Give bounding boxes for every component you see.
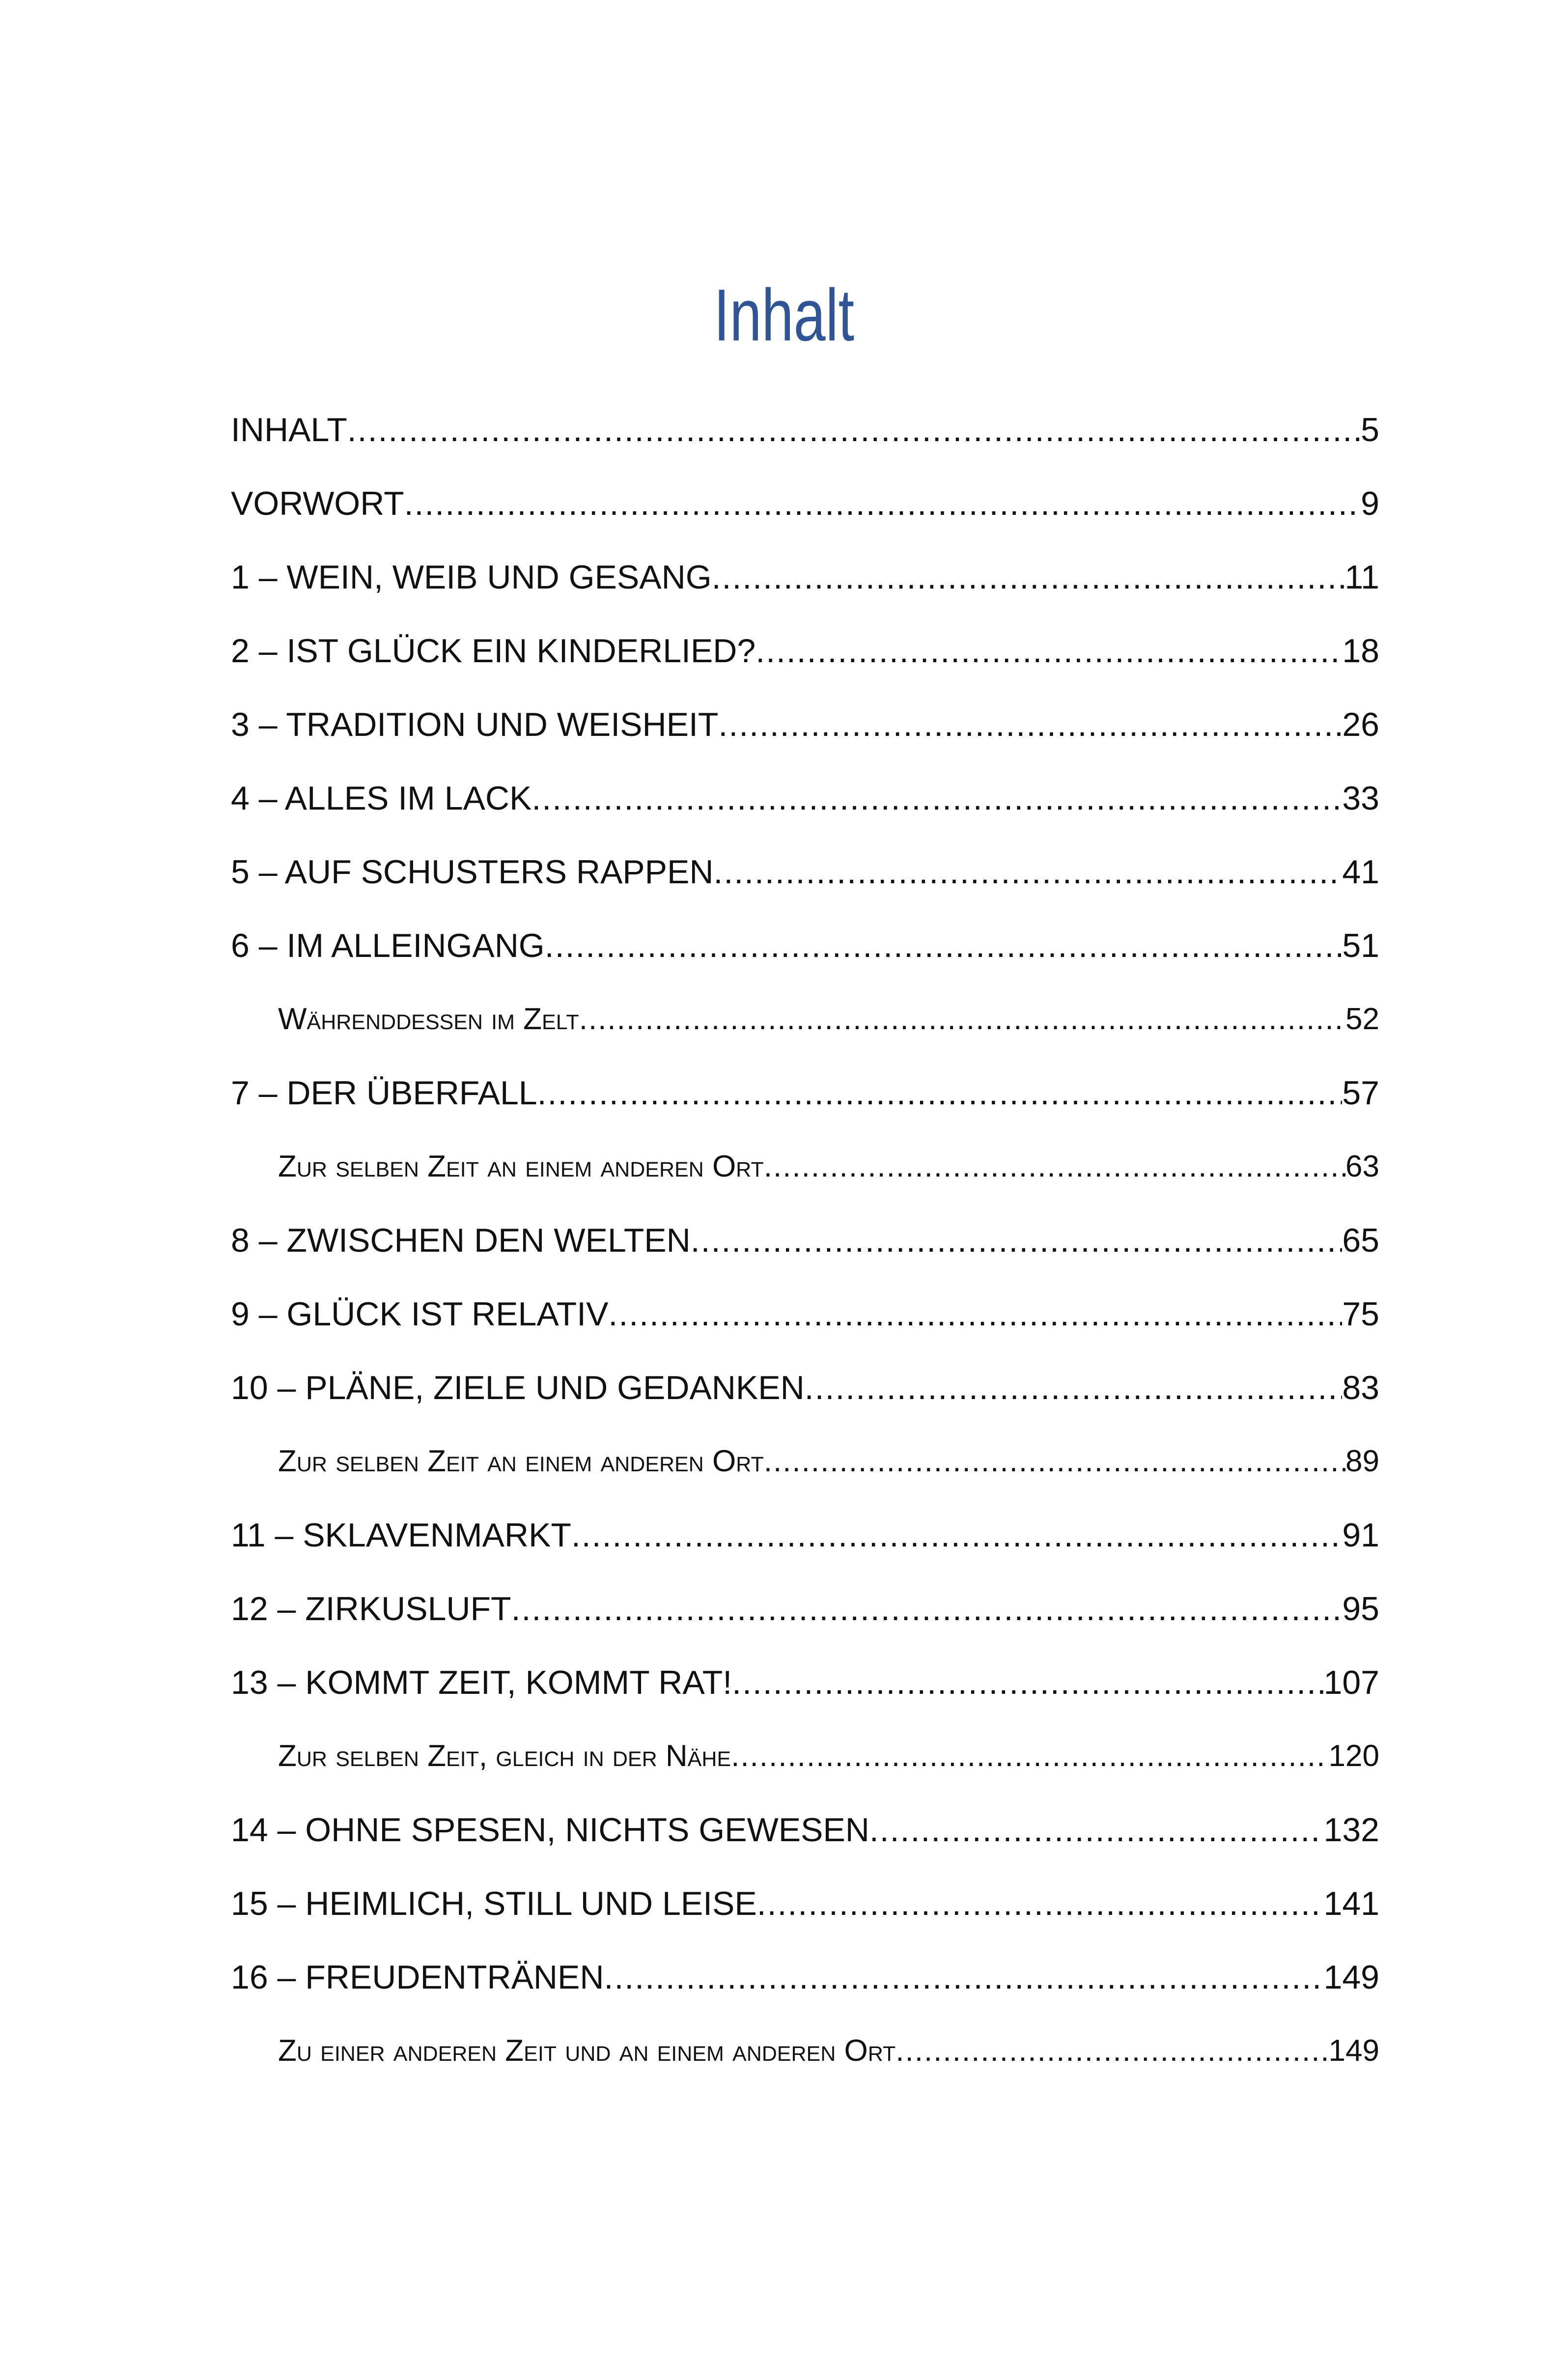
toc-subentry-zur-selben-zeit-1[interactable] (231, 1130, 1379, 1204)
toc-entry-label: 8 – ZWISCHEN DEN WELTEN (231, 1222, 691, 1259)
dot-leader (757, 1867, 1324, 1940)
toc-entry-label: 11 – SKLAVENMARKT (231, 1516, 571, 1554)
toc-entry-chapter-1[interactable] (231, 540, 1379, 614)
toc-page-number: 52 (1345, 1002, 1379, 1036)
toc-page-number: 11 (1344, 559, 1379, 596)
toc-page-number: 95 (1342, 1590, 1379, 1628)
toc-entry-vorwort[interactable] (231, 467, 1379, 540)
dot-leader (545, 909, 1343, 982)
dot-leader (511, 1572, 1343, 1646)
dot-leader (712, 540, 1345, 614)
dot-leader (604, 1940, 1324, 2014)
toc-entry-chapter-10[interactable] (231, 1351, 1379, 1425)
dot-leader (404, 467, 1361, 540)
toc-entry-chapter-11[interactable] (231, 1498, 1379, 1572)
toc-entry-chapter-2[interactable] (231, 614, 1379, 688)
toc-entry-label: 12 – ZIRKUSLUFT (231, 1590, 511, 1628)
toc-entry-label: VORWORT (231, 485, 404, 522)
dot-leader (718, 688, 1342, 761)
toc-page-number: 65 (1342, 1222, 1379, 1259)
toc-entry-chapter-7[interactable] (231, 1056, 1379, 1130)
toc-entry-chapter-13[interactable] (231, 1646, 1379, 1719)
toc-entry-chapter-5[interactable] (231, 835, 1379, 909)
toc-entry-label: 3 – TRADITION UND WEISHEIT (231, 706, 719, 743)
toc-page-number: 75 (1342, 1295, 1379, 1333)
toc-subentry-zur-selben-zeit-2[interactable] (231, 1425, 1379, 1498)
toc-entry-label: 10 – PLÄNE, ZIELE UND GEDANKEN (231, 1369, 805, 1406)
toc-entry-label: 14 – OHNE SPESEN, NICHTS GEWESEN (231, 1811, 869, 1849)
toc-page-number: 5 (1361, 411, 1379, 449)
toc-page-number: 132 (1323, 1811, 1379, 1849)
dot-leader (764, 1130, 1345, 1204)
page-title: Inhalt (713, 273, 855, 356)
toc-entry-label: INHALT (231, 411, 347, 449)
dot-leader (532, 761, 1342, 835)
dot-leader (691, 1204, 1343, 1277)
dot-leader (869, 1793, 1324, 1867)
toc-page-number: 26 (1342, 706, 1379, 743)
toc-entry-label: Währenddessen im Zelt (278, 1002, 579, 1036)
toc-entry-chapter-9[interactable] (231, 1277, 1379, 1351)
toc-entry-label: 5 – AUF SCHUSTERS RAPPEN (231, 853, 714, 891)
toc-entry-label: 2 – IST GLÜCK EIN KINDERLIED? (231, 632, 756, 670)
toc-page-number: 9 (1361, 485, 1379, 522)
toc-entry-label: 1 – WEIN, WEIB UND GESANG (231, 559, 712, 596)
toc-entry-chapter-8[interactable] (231, 1204, 1379, 1277)
toc-page-number: 149 (1328, 2034, 1379, 2068)
toc-page-number: 120 (1328, 1739, 1379, 1773)
dot-leader (537, 1056, 1343, 1130)
toc-page-number: 63 (1345, 1150, 1379, 1183)
toc-entry-chapter-16[interactable] (231, 1940, 1379, 2014)
toc-page-number: 51 (1342, 927, 1379, 964)
dot-leader (805, 1351, 1343, 1425)
dot-leader (756, 614, 1342, 688)
toc-entry-chapter-6[interactable] (231, 909, 1379, 982)
dot-leader (347, 393, 1361, 467)
toc-page-number: 18 (1342, 632, 1379, 670)
toc-subentry-waehrenddessen-im-zelt[interactable] (231, 982, 1379, 1056)
dot-leader (713, 835, 1342, 909)
toc-entry-label: 4 – ALLES IM LACK (231, 780, 532, 817)
toc-page-number: 41 (1342, 853, 1379, 891)
toc-entry-label: Zur selben Zeit an einem anderen Ort (278, 1444, 764, 1478)
toc-page-number: 141 (1323, 1885, 1379, 1922)
toc-subentry-gleich-in-der-naehe[interactable] (231, 1719, 1379, 1793)
toc-page-number: 149 (1323, 1959, 1379, 1996)
toc-entry-label: 15 – HEIMLICH, STILL UND LEISE (231, 1885, 757, 1922)
toc-entry-label: Zur selben Zeit an einem anderen Ort (278, 1150, 764, 1183)
dot-leader (571, 1498, 1343, 1572)
toc-entry-chapter-14[interactable] (231, 1793, 1379, 1867)
toc-entry-label: 6 – IM ALLEINGANG (231, 927, 545, 964)
toc-page-number: 91 (1342, 1516, 1379, 1554)
toc-page-number: 83 (1342, 1369, 1379, 1406)
toc-page-number: 33 (1342, 780, 1379, 817)
dot-leader (608, 1277, 1342, 1351)
toc-entry-label: 16 – FREUDENTRÄNEN (231, 1959, 604, 1996)
dot-leader (764, 1425, 1345, 1498)
toc-entry-label: Zur selben Zeit, gleich in der Nähe (278, 1739, 731, 1773)
dot-leader (731, 1719, 1328, 1793)
toc-entry-label: Zu einer anderen Zeit und an einem anderen Ort (278, 2034, 896, 2068)
toc-entry-inhalt[interactable] (231, 393, 1379, 467)
toc-entry-label: 13 – KOMMT ZEIT, KOMMT RAT! (231, 1664, 732, 1701)
toc-subentry-zu-einer-anderen-zeit[interactable] (231, 2014, 1379, 2088)
toc-entry-chapter-12[interactable] (231, 1572, 1379, 1646)
dot-leader (896, 2014, 1328, 2088)
toc-page-number: 89 (1345, 1444, 1379, 1478)
dot-leader (732, 1646, 1323, 1719)
toc-entry-chapter-3[interactable] (231, 688, 1379, 761)
toc-page-number: 57 (1342, 1074, 1379, 1112)
dot-leader (579, 982, 1345, 1056)
toc-entry-chapter-4[interactable] (231, 761, 1379, 835)
table-of-contents (231, 393, 1379, 2088)
toc-entry-chapter-15[interactable] (231, 1867, 1379, 1940)
toc-entry-label: 7 – DER ÜBERFALL (231, 1074, 537, 1112)
toc-page-number: 107 (1323, 1664, 1379, 1701)
toc-entry-label: 9 – GLÜCK IST RELATIV (231, 1295, 609, 1333)
